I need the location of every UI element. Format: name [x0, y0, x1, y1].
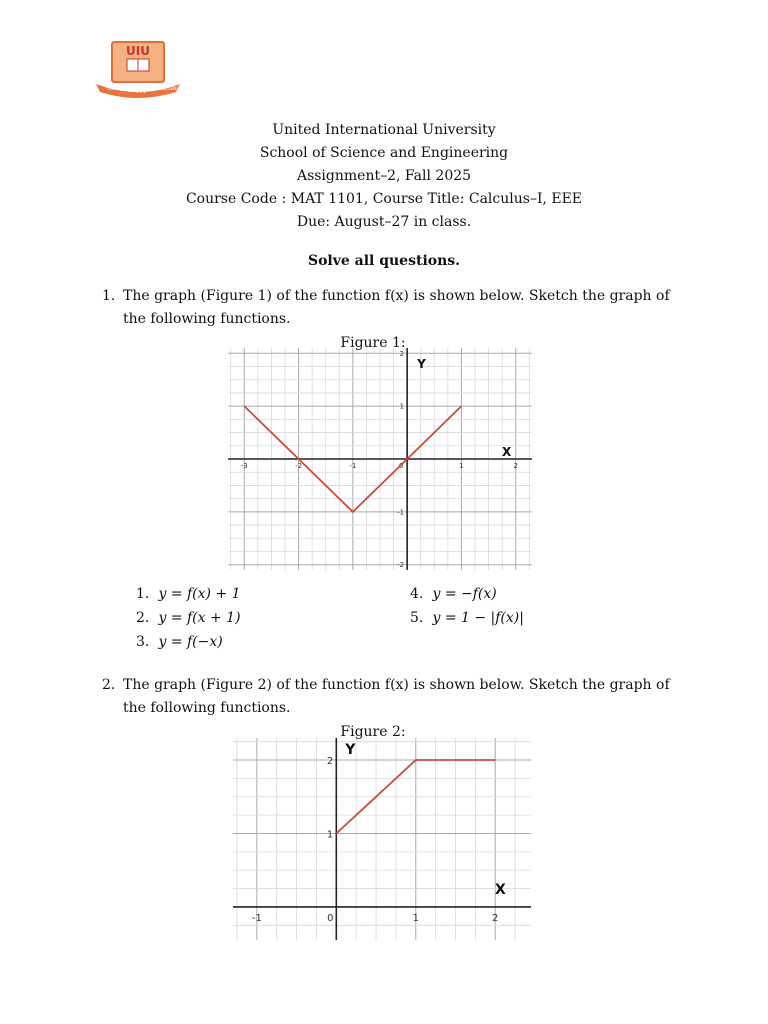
- university-name: United International University: [272, 122, 496, 138]
- figure-1-graph: [228, 348, 532, 570]
- due-date: Due: August–27 in class.: [296, 214, 472, 230]
- list-item: 5. y = 1 − |f(x)|: [410, 610, 524, 626]
- y-tick-label: 1: [326, 829, 334, 841]
- x-tick-label: -3: [240, 462, 248, 470]
- question-2-number: 2.: [102, 677, 116, 693]
- x-tick-label: -1: [349, 462, 357, 470]
- y-tick-label: -1: [397, 508, 405, 517]
- university-logo: [94, 40, 182, 98]
- assignment-title: Assignment–2, Fall 2025: [296, 168, 472, 184]
- y-tick-label: 1: [399, 402, 405, 411]
- figure-1-caption: Figure 1:: [340, 335, 406, 351]
- y-axis-label: Y: [417, 357, 426, 371]
- list-item: 3. y = f(−x): [136, 634, 223, 650]
- list-item: 4. y = −f(x): [410, 586, 497, 602]
- figure-2-graph: [233, 738, 531, 940]
- svg-text:• • •: • • •: [136, 90, 146, 95]
- x-tick-label: 1: [412, 912, 419, 924]
- logo-text: UIU: [126, 44, 150, 58]
- instruction: Solve all questions.: [307, 253, 461, 269]
- list-item: 1. y = f(x) + 1: [136, 586, 241, 602]
- svg-text:QUALITY: QUALITY: [108, 86, 126, 91]
- x-tick-label: 2: [513, 462, 518, 470]
- y-axis-label: Y: [345, 742, 356, 758]
- x-tick-label: 0: [398, 462, 404, 470]
- school-name: School of Science and Engineering: [259, 145, 509, 161]
- y-tick-label: 2: [326, 756, 334, 768]
- x-tick-label: 0: [327, 912, 334, 924]
- x-tick-label: -1: [251, 912, 262, 924]
- x-tick-label: 2: [492, 912, 499, 924]
- y-tick-label: 2: [399, 349, 405, 358]
- question-2-text: The graph (Figure 2) of the function f(x) is shown below. Sketch the graph of the following functions.: [123, 677, 670, 716]
- x-axis-label: X: [495, 882, 506, 898]
- list-item: 2. y = f(x + 1): [136, 610, 241, 626]
- x-axis-label: X: [502, 445, 512, 459]
- svg-text:EXCELLENCE: EXCELLENCE: [156, 86, 182, 91]
- figure-2-caption: Figure 2:: [340, 724, 406, 740]
- x-tick-label: 1: [459, 462, 464, 470]
- question-1-number: 1.: [102, 288, 116, 304]
- question-1-text: The graph (Figure 1) of the function f(x) is shown below. Sketch the graph of the following functions.: [123, 288, 670, 327]
- y-tick-label: -2: [397, 561, 405, 570]
- x-tick-label: -2: [295, 462, 303, 470]
- course-info: Course Code : MAT 1101, Course Title: Calculus–I, EEE: [185, 191, 583, 207]
